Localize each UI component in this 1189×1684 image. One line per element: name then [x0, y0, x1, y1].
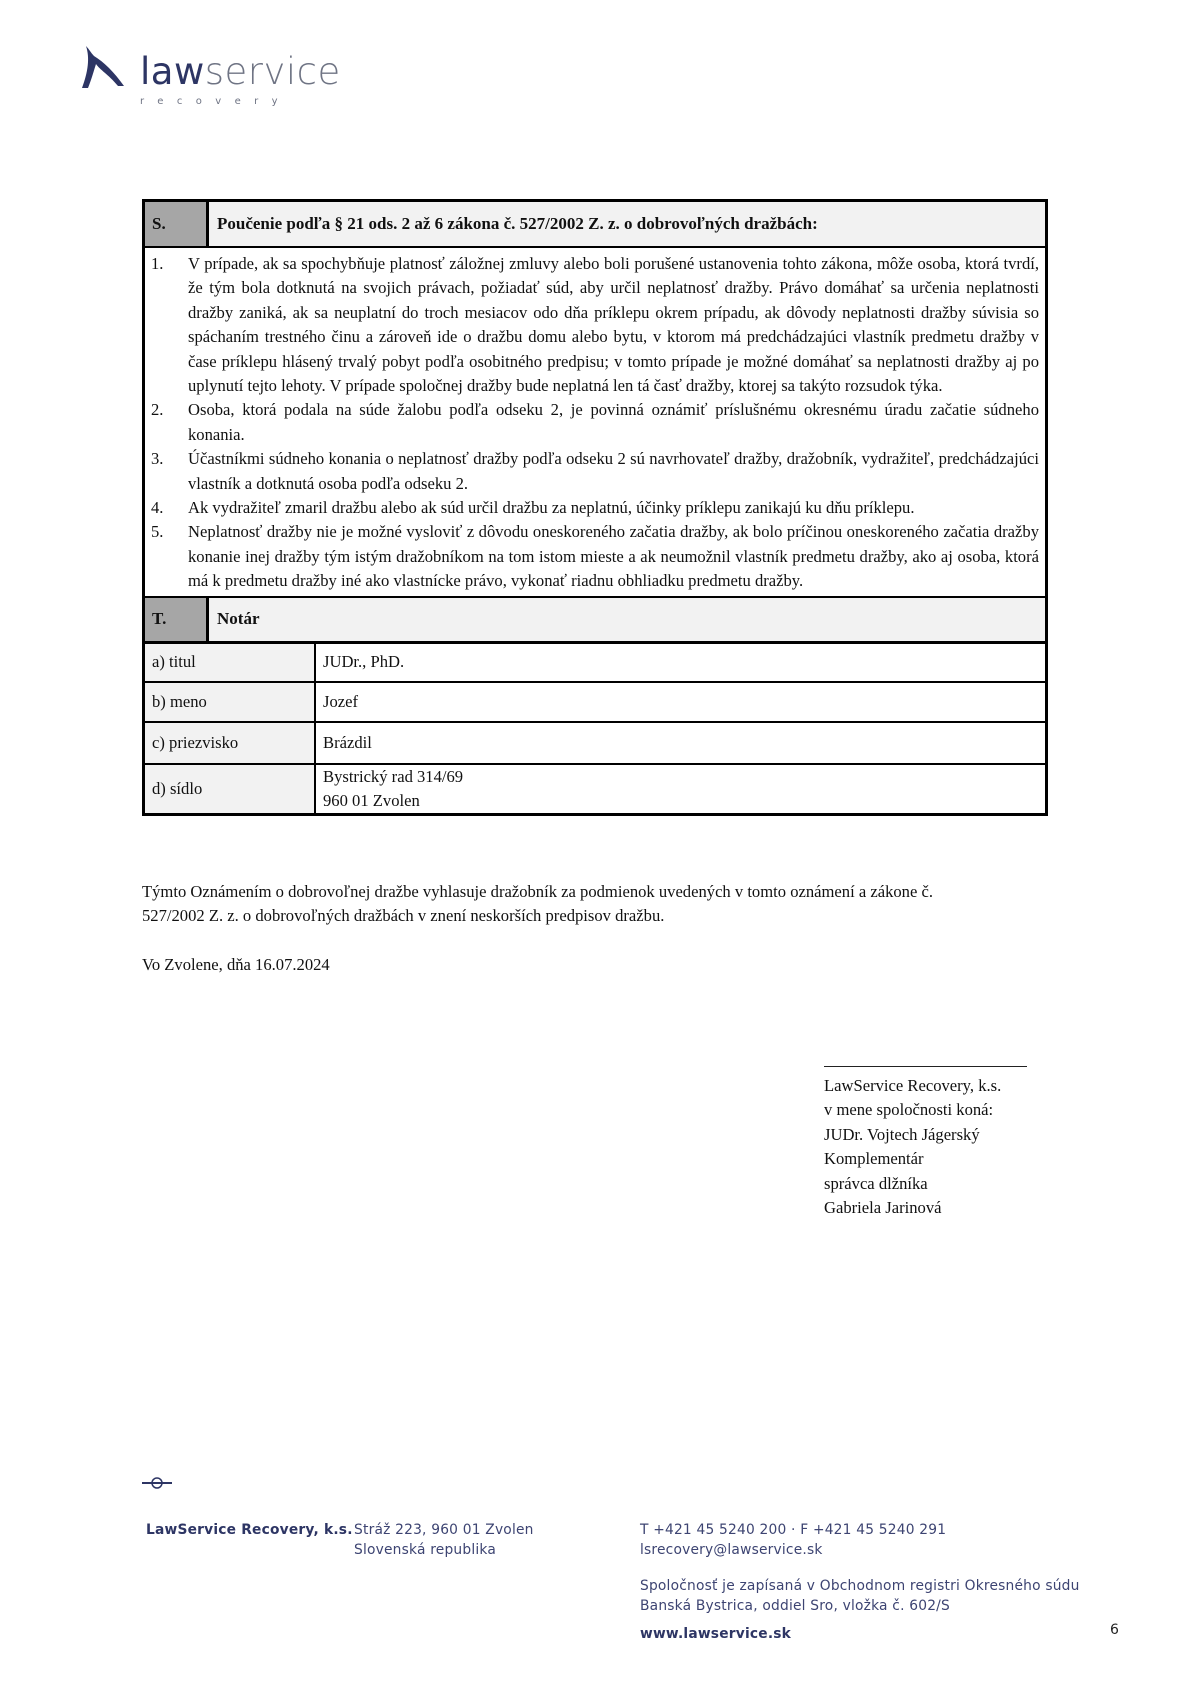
- date-line: Vo Zvolene, dňa 16.07.2024: [142, 955, 330, 974]
- footer-company: LawService Recovery, k.s.: [146, 1522, 353, 1538]
- row-label: d) sídlo: [145, 764, 315, 813]
- row-label: a) titul: [145, 644, 315, 682]
- footer-registry: [640, 1576, 1080, 1616]
- logo-mark-icon: [80, 44, 128, 94]
- footer-registry-line: Spoločnosť je zapísaná v Obchodnom registri Okresného súdu: [640, 1578, 1080, 1594]
- footer-email-link[interactable]: lsrecovery@lawservice.sk: [640, 1542, 823, 1558]
- row-value: Jozef: [315, 682, 1045, 722]
- announcement-line: 527/2002 Z. z. o dobrovoľných dražbách v znení neskorších predpisov dražbu.: [142, 906, 665, 926]
- list-item: 4. Ak vydražiteľ zmaril dražbu alebo ak súd určil dražbu za neplatnú, účinky príklepu zanikajú ku dňu príklepu.: [151, 498, 915, 518]
- list-item: 5. Neplatnosť dražby nie je možné vysloviť z dôvodu oneskoreného začatia dražby, ak bolo príčinou oneskoreného začatia dražby konanie inej dražby tým istým dražobníkom na tom istom mieste a ak neumožnil vlastník predmetu dražby, ako aj osoba, ktorá má k predmetu dražby iné ako vlastnícke právo, vykonať riadnu obhliadku predmetu dražby.: [151, 522, 1039, 591]
- row-value: [315, 764, 1045, 813]
- footer-address: [354, 1520, 534, 1560]
- list-item: 3. Účastníkmi súdneho konania o neplatnosť dražby podľa odseku 2 sú navrhovateľ dražby, dražobník, vydražiteľ, predchádzajúci vlastník a dotknutá osoba podľa odseku 2.: [151, 449, 1039, 493]
- row-value: JUDr., PhD.: [323, 652, 405, 672]
- company-logo: [80, 44, 340, 114]
- row-label: c) priezvisko: [145, 722, 315, 764]
- footer-website-link[interactable]: www.lawservice.sk: [640, 1626, 792, 1642]
- footer-phone: T +421 45 5240 200 · F +421 45 5240 291: [640, 1522, 947, 1538]
- list-item: 2. Osoba, ktorá podala na súde žalobu podľa odseku 2, je povinná oznámiť príslušnému okresnému úradu začatie súdneho konania.: [151, 400, 1039, 444]
- table-row: [145, 682, 1045, 722]
- signature-text: LawService Recovery, k.s.: [824, 1076, 1002, 1095]
- section-t-header: [145, 596, 1045, 644]
- signature-line: [824, 1066, 1027, 1067]
- footer-contact: [640, 1520, 946, 1560]
- footer-registry-line: Banská Bystrica, oddiel Sro, vložka č. 602/S: [640, 1598, 950, 1614]
- table-row: [145, 764, 1045, 813]
- logo-wordmark: lawservice: [140, 50, 341, 93]
- footer-address-line: Stráž 223, 960 01 Zvolen: [354, 1522, 534, 1538]
- address-line: 960 01 Zvolen: [323, 790, 420, 810]
- footer-mark-icon: [142, 1476, 172, 1490]
- section-s-title: Poučenie podľa § 21 ods. 2 až 6 zákona č. 527/2002 Z. z. o dobrovoľných dražbách:: [217, 214, 818, 233]
- table-row: [145, 722, 1045, 764]
- signature-block: [824, 1074, 1001, 1220]
- signature-text: Komplementár: [824, 1149, 924, 1169]
- list-item: 1. V prípade, ak sa spochybňuje platnosť záložnej zmluvy alebo boli porušené ustanovenia tohto zákona, môže osoba, ktorá tvrdí, že tým bola dotknutá na svojich právach, požiadať súd, aby určil neplatnosť dražby. Právo domáhať sa určenia neplatnosti dražby zaniká, ak sa neuplatní do troch mesiacov odo dňa príklepu okrem prípadu, ak dôvody neplatnosti dražby súvisia so spáchaním trestného činu a zároveň ide o dražbu domu alebo bytu, v ktorom má predchádzajúci vlastník predmetu dražby v čase príklepu hlásený trvalý pobyt podľa osobitného predpisu; v tomto prípade je možné domáhať sa neplatnosti dražby aj po uplynutí tejto lehoty. V prípade spoločnej dražby bude neplatná len tá časť dražby, ktorej sa takýto rozsudok týka.: [151, 254, 1039, 396]
- announcement-paragraph: [142, 880, 1062, 929]
- signature-text: správca dlžníka: [824, 1173, 928, 1193]
- section-t-title: Notár: [217, 609, 260, 629]
- row-value: Brázdil: [315, 722, 1045, 764]
- instructions-list: [145, 248, 1045, 596]
- notary-table: [145, 644, 1045, 813]
- address-line: Bystrický rad 314/69: [323, 766, 464, 786]
- announcement-line: Týmto Oznámením o dobrovoľnej dražbe vyhlasuje dražobník za podmienok uvedených v tomto oznámení a zákone č.: [142, 882, 934, 901]
- sections-box: [142, 199, 1048, 816]
- signature-text: JUDr. Vojtech Jágerský: [824, 1124, 980, 1144]
- logo-tagline: recovery: [140, 96, 291, 107]
- section-s-header: [145, 202, 1045, 248]
- page-number: 6: [1110, 1622, 1119, 1638]
- footer-address-line: Slovenská republika: [354, 1542, 496, 1558]
- section-s-letter: S.: [145, 202, 209, 246]
- section-t-letter: T.: [145, 598, 209, 641]
- signature-text: Gabriela Jarinová: [824, 1198, 942, 1218]
- row-label: b) meno: [145, 682, 315, 722]
- table-row: [145, 644, 1045, 682]
- signature-text: v mene spoločnosti koná:: [824, 1100, 994, 1120]
